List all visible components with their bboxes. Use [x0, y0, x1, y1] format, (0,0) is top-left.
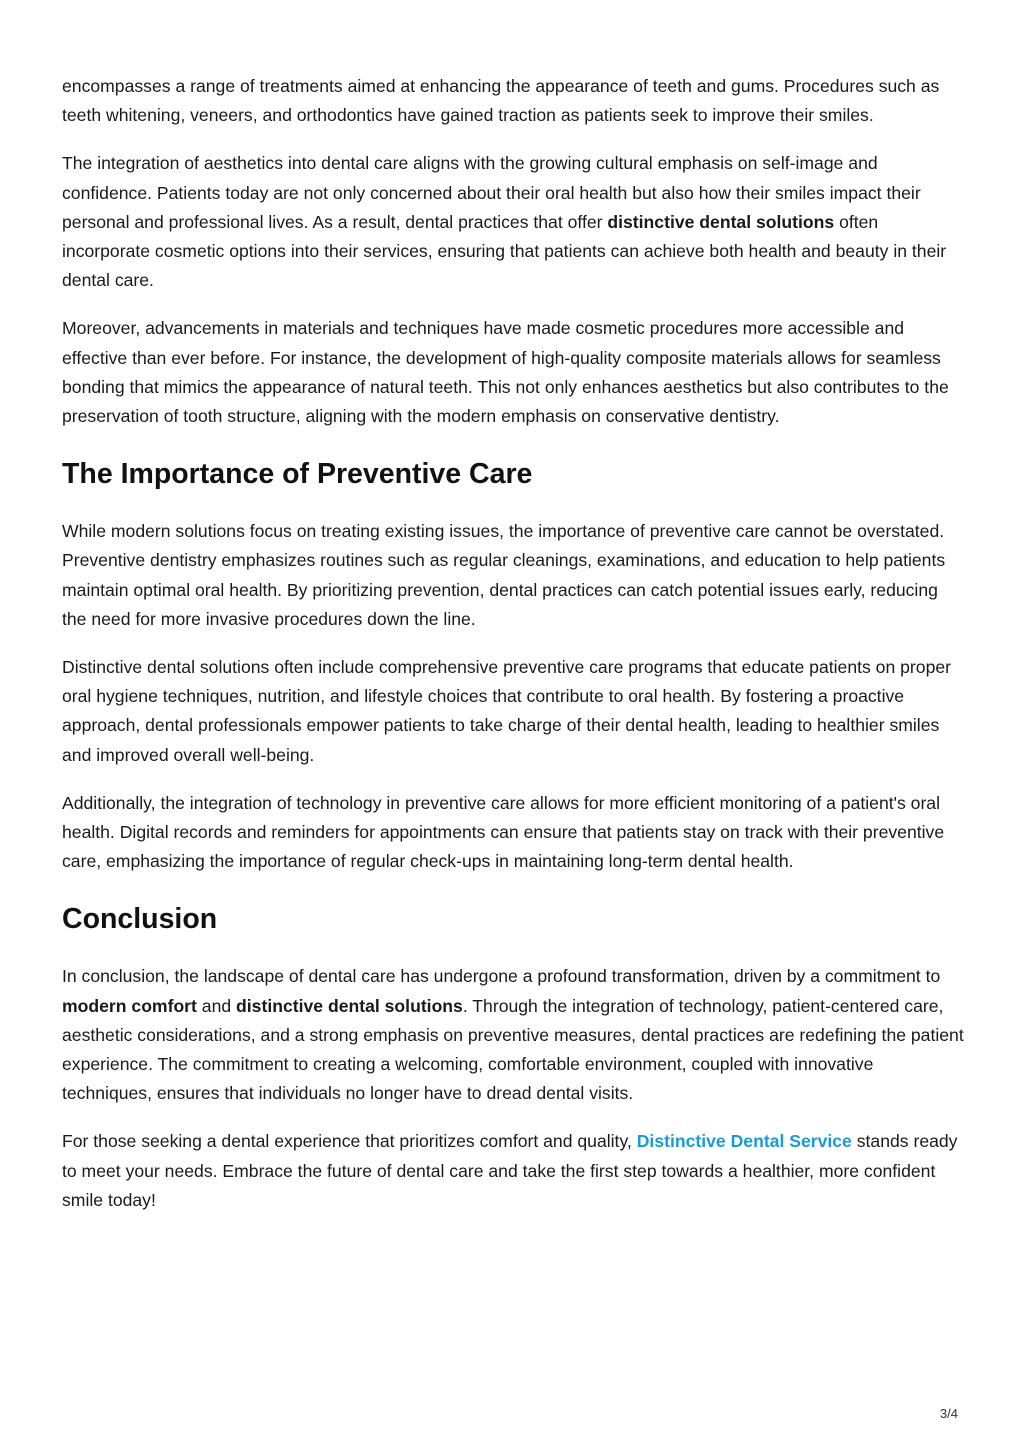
intro-paragraph-1 [62, 72, 967, 130]
conclusion-p2-text: For those seeking a dental experience that prioritizes comfort and quality, [62, 1131, 637, 1152]
conclusion-paragraph-1 [62, 962, 967, 1108]
bold-phrase: distinctive dental solutions [607, 211, 835, 232]
intro-paragraph-1-text: encompasses a range of treatments aimed at enhancing the appearance of teeth and gums. Procedures such as teeth whitening, veneers, and orthodontics have gained traction as patients seek to improve their smiles. [62, 76, 940, 126]
preventive-paragraph-2: Distinctive dental solutions often include comprehensive preventive care programs that educate patients on proper oral hygiene techniques, nutrition, and lifestyle choices that contribute to oral health. By fostering a proactive approach, dental professionals empower patients to take charge of their dental health, leading to healthier smiles and improved overall well-being. [62, 657, 951, 765]
intro-paragraph-3 [62, 314, 967, 431]
conclusion-heading: Conclusion [62, 903, 218, 936]
page-number: 3/4 [939, 1406, 958, 1421]
intro-paragraph-3-text: Moreover, advancements in materials and techniques have made cosmetic procedures more accessible and effective than ever before. For instance, the development of high-quality composite materials allows for seamless bonding that mimics the appearance of natural teeth. This not only enhances aesthetics but also contributes to the preservation of tooth structure, aligning with the modern emphasis on conservative dentistry. [62, 318, 949, 427]
intro-paragraph-2-text-end: often incorporate cosmetic options into their services, ensuring that patients can achieve both health and beauty in their dental care. [62, 211, 947, 291]
bold-phrase-modern-comfort: modern comfort [62, 995, 197, 1016]
intro-paragraph-2-text: The integration of aesthetics into dental care aligns with the growing cultural emphasis on self-image and confidence. Patients today are not only concerned about their oral health but also how their smiles impact their personal and professional lives. As a result, dental practices that offer [62, 153, 921, 232]
document-page [62, 72, 967, 1234]
preventive-paragraph-1: While modern solutions focus on treating existing issues, the importance of preventive care cannot be overstated. Preventive dentistry emphasizes routines such as regular cleanings, examinations, and education to help patients maintain optimal oral health. By prioritizing prevention, dental practices can catch potential issues early, reducing the need for more invasive procedures down the line. [62, 521, 946, 629]
conclusion-p2-text-end: stands ready to meet your needs. Embrace the future of dental care and take the first step towards a healthier, more confident smile today! [62, 1131, 958, 1210]
bold-phrase-distinctive: distinctive dental solutions [236, 995, 463, 1016]
intro-paragraph-2 [62, 149, 967, 295]
conclusion-text-1: In conclusion, the landscape of dental care has undergone a profound transformation, driven by a commitment to [62, 966, 941, 987]
preventive-paragraph-3: Additionally, the integration of technology in preventive care allows for more efficient monitoring of a patient's oral health. Digital records and reminders for appointments can ensure that patients stay on track with their preventive care, emphasizing the importance of regular check-ups in maintaining long-term dental health. [62, 792, 945, 872]
conclusion-text-2: and [196, 995, 237, 1016]
preventive-care-heading: The Importance of Preventive Care [62, 458, 533, 491]
distinctive-dental-service-link[interactable]: Distinctive Dental Service [636, 1131, 852, 1152]
conclusion-paragraph-2 [62, 1127, 967, 1215]
conclusion-text-3: . Through the integration of technology, patient-centered care, aesthetic considerations, and a strong emphasis on preventive measures, dental practices are redefining the patient experience. The commitment to creating a welcoming, comfortable environment, coupled with innovative techniques, ensures that individuals no longer have to dread dental visits. [62, 995, 964, 1104]
